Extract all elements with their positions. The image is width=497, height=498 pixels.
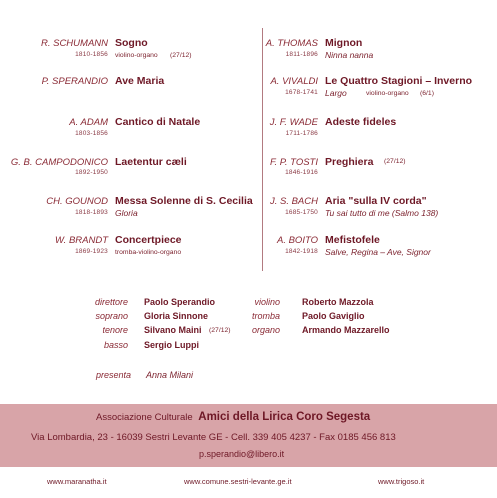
piece-detail: violino-organo (115, 52, 158, 59)
performer-name: Paolo Gaviglio (302, 311, 365, 321)
composer-name: F. P. TOSTI (269, 157, 318, 168)
piece-title: Aria "sulla IV corda" (325, 195, 427, 207)
piece-note: (27/12) (170, 52, 192, 59)
performer-role: tromba (251, 311, 280, 321)
composer-dates: 1846-1916 (285, 169, 318, 176)
piece-title: Ave Maria (115, 75, 165, 87)
composer-name: CH. GOUNOD (46, 196, 108, 207)
piece-title: Laetentur cæli (115, 156, 187, 168)
performer-role: soprano (95, 311, 128, 321)
composer-dates: 1711-1786 (285, 130, 318, 137)
piece-note: (27/12) (384, 158, 406, 165)
piece-detail: tromba-violino-organo (115, 249, 182, 256)
composer-name: A. VIVALDI (270, 76, 318, 87)
footer-link-comune[interactable]: www.comune.sestri-levante.ge.it (184, 477, 292, 486)
presenter-name: Anna Milani (146, 370, 194, 380)
composer-name: J. S. BACH (269, 196, 318, 207)
performer-role: basso (103, 340, 128, 350)
piece-title: Concertpiece (115, 234, 182, 246)
piece-title: Messa Solenne di S. Cecilia (115, 195, 253, 207)
piece-title: Mignon (325, 37, 363, 49)
composer-name: A. THOMAS (265, 38, 318, 49)
piece-title: Sogno (115, 37, 148, 49)
composer-dates: 1685-1750 (285, 209, 318, 216)
performer-role: tenore (102, 325, 128, 335)
piece-detail: Salve, Regina – Ave, Signor (325, 247, 431, 257)
composer-dates: 1811-1896 (285, 51, 318, 58)
piece-title: Adeste fideles (325, 116, 397, 128)
performer-role: organo (251, 325, 280, 335)
composer-name: A. ADAM (69, 117, 108, 128)
composer-dates: 1678-1741 (285, 89, 318, 96)
composer-dates: 1818-1893 (75, 209, 108, 216)
piece-detail: Largo (325, 88, 347, 98)
piece-detail: Ninna nanna (325, 50, 374, 60)
footer-link-maranatha[interactable]: www.maranatha.it (47, 477, 107, 486)
composer-dates: 1869-1923 (75, 248, 108, 255)
association-prefix: Associazione Culturale (96, 412, 193, 423)
piece-title: Cantico di Natale (115, 116, 201, 128)
performer-role: violino (254, 297, 280, 307)
piece-title: Preghiera (325, 156, 374, 168)
association-heading (96, 411, 370, 423)
association-email[interactable]: p.sperandio@libero.it (199, 449, 285, 459)
association-name: Amici della Lirica Coro Segesta (198, 411, 371, 423)
piece-detail: Tu sai tutto di me (Salmo 138) (325, 208, 439, 218)
performer-name: Gloria Sinnone (144, 311, 209, 321)
composer-dates: 1810-1856 (75, 51, 108, 58)
performer-name: Silvano Maini (144, 325, 202, 335)
composer-name: W. BRANDT (55, 235, 108, 246)
performer-name: Sergio Luppi (144, 340, 199, 350)
piece-note: (6/1) (420, 90, 434, 97)
presenter-role: presenta (95, 370, 131, 380)
composer-name: G. B. CAMPODONICO (10, 157, 108, 168)
performer-note: (27/12) (209, 327, 231, 334)
piece-detail: Gloria (115, 208, 138, 218)
composer-name: A. BOITO (276, 235, 318, 246)
composer-dates: 1803-1856 (75, 130, 108, 137)
composer-name: R. SCHUMANN (40, 38, 108, 49)
composer-name: P. SPERANDIO (41, 76, 108, 87)
piece-detail-secondary: violino-organo (366, 90, 409, 97)
footer-link-trigoso[interactable]: www.trigoso.it (378, 477, 425, 486)
composer-name: J. F. WADE (269, 117, 318, 128)
performer-name: Armando Mazzarello (302, 325, 390, 335)
piece-title: Mefistofele (325, 234, 380, 246)
piece-title: Le Quattro Stagioni – Inverno (325, 75, 473, 87)
composer-dates: 1842-1918 (285, 248, 318, 255)
performer-role: direttore (94, 297, 128, 307)
performer-name: Roberto Mazzola (302, 297, 374, 307)
association-address: Via Lombardia, 23 - 16039 Sestri Levante GE - Cell. 339 405 4237 - Fax 0185 456 813 (31, 432, 396, 443)
composer-dates: 1892-1950 (75, 169, 108, 176)
performer-name: Paolo Sperandio (144, 297, 216, 307)
